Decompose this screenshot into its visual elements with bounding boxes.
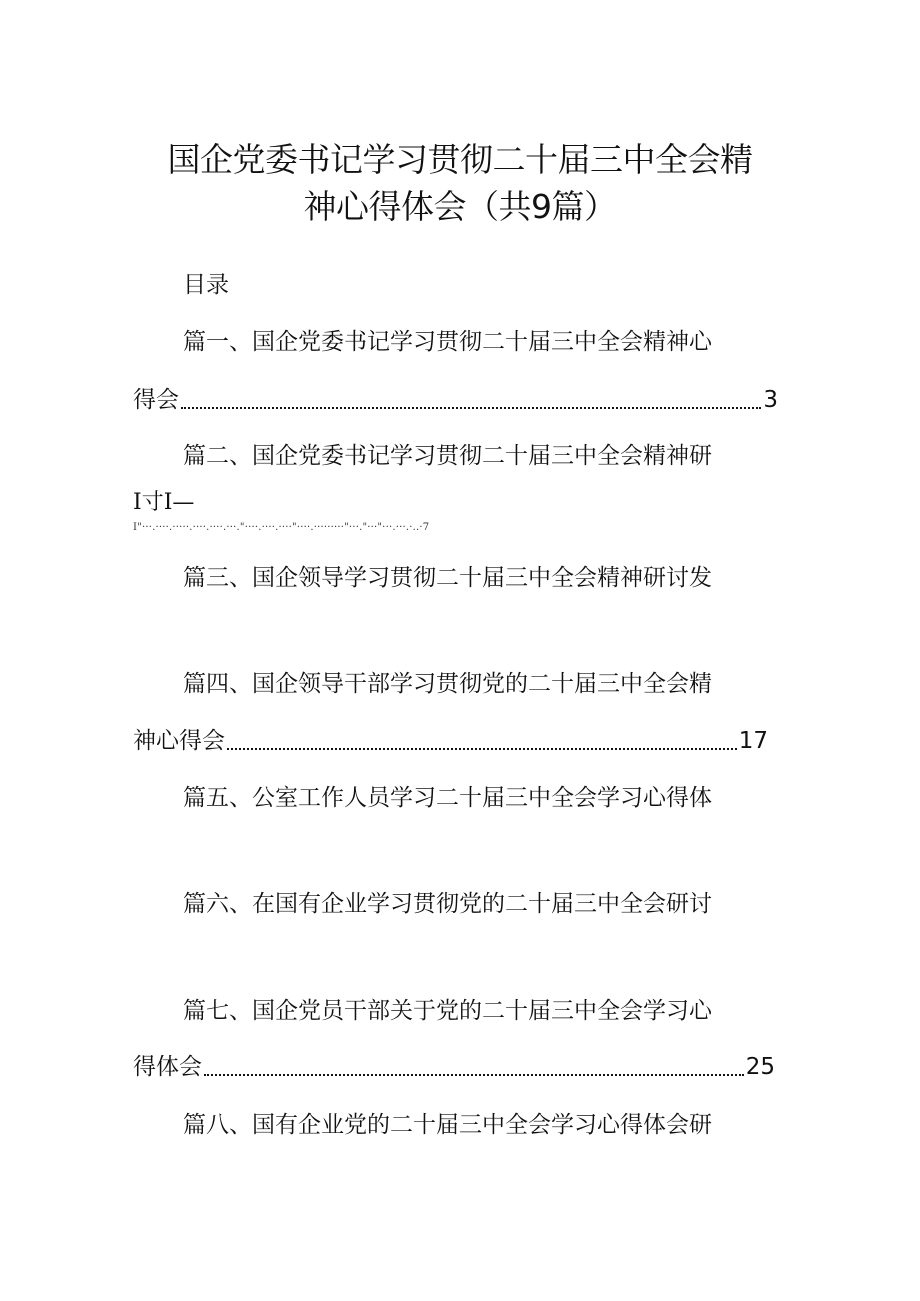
toc-entry-1-continuation: 得会 <box>133 387 179 413</box>
dot-leader <box>227 748 737 750</box>
toc-entry-4-continuation: 神心得会 <box>133 728 225 754</box>
toc-entry-2-garbled-leader: I"···.····.·····.····.····.···."····.····.····"····.·········"···."···"···.···.·..·7 <box>133 522 430 533</box>
toc-entry-4-line-1: 篇四、国企领导干部学习贯彻党的二十届三中全会精 <box>183 671 712 697</box>
toc-entry-3-line-1: 篇三、国企领导学习贯彻二十届三中全会精神研讨发 <box>183 565 712 591</box>
toc-entry-4-line-2 <box>133 726 768 756</box>
document-title-line-1: 国企党委书记学习贯彻二十届三中全会精 <box>167 140 753 179</box>
toc-heading: 目录 <box>183 272 229 298</box>
toc-entry-1-line-1: 篇一、国企党委书记学习贯彻二十届三中全会精神心 <box>183 329 712 355</box>
toc-entry-4-page-number: 17 <box>738 728 768 754</box>
toc-entry-7-continuation: 得体会 <box>133 1054 202 1080</box>
toc-entry-8-line-1: 篇八、国有企业党的二十届三中全会学习心得体会研 <box>183 1112 712 1138</box>
toc-entry-5-line-1: 篇五、公室工作人员学习二十届三中全会学习心得体 <box>183 785 712 811</box>
toc-entry-6-line-1: 篇六、在国有企业学习贯彻党的二十届三中全会研讨 <box>183 891 712 917</box>
toc-entry-2-line-1: 篇二、国企党委书记学习贯彻二十届三中全会精神研 <box>183 443 712 469</box>
toc-entry-7-line-2 <box>133 1052 775 1082</box>
toc-entry-1-page-number: 3 <box>763 387 778 413</box>
toc-entry-7-page-number: 25 <box>745 1054 775 1080</box>
document-title-line-2: 神心得体会（共9篇） <box>303 187 617 226</box>
toc-entry-1-line-2 <box>133 385 778 415</box>
toc-entry-7-line-1: 篇七、国企党员干部关于党的二十届三中全会学习心 <box>183 998 712 1024</box>
toc-entry-2-line-2: I寸I— <box>133 490 195 515</box>
dot-leader <box>204 1074 744 1076</box>
dot-leader <box>181 407 761 409</box>
